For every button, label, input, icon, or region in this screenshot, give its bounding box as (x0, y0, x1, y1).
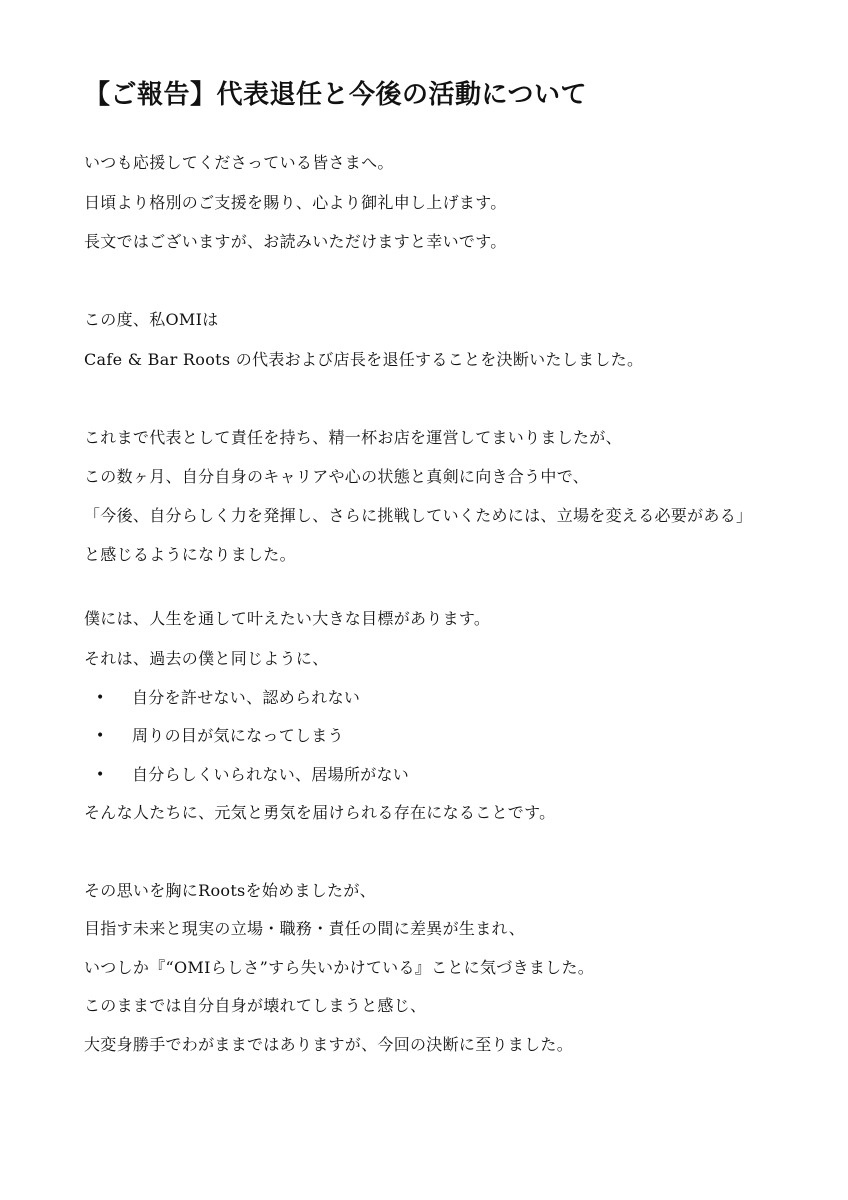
goal-intro-line-1: 僕には、人生を通して叶えたい大きな目標があります。 (84, 609, 491, 628)
goal-intro-line-2: それは、過去の僕と同じように、 (84, 649, 329, 668)
document-title: 【ご報告】代表退任と今後の活動について (84, 80, 587, 110)
closing-line-3: いつしか『“OMIらしさ”すら失いかけている』ことに気づきました。 (84, 958, 595, 977)
closing-line-4: このままでは自分自身が壊れてしまうと感じ、 (84, 996, 427, 1015)
greeting-line-3: 長文ではございますが、お読みいただけますと幸いです。 (84, 232, 507, 251)
bullet-icon: • (96, 767, 105, 783)
goal-bullet-text: 自分らしくいられない、居場所がない (132, 765, 410, 784)
announcement-line-1: この度、私OMIは (84, 310, 219, 329)
closing-line-1: その思いを胸にRootsを始めましたが、 (84, 881, 376, 900)
closing-line-2: 目指す未来と現実の立場・職務・責任の間に差異が生まれ、 (84, 919, 526, 938)
bullet-icon: • (96, 728, 105, 744)
announcement-line-2: Cafe & Bar Roots の代表および店長を退任することを決断いたしました。 (84, 350, 644, 369)
greeting-line-1: いつも応援してくださっている皆さまへ。 (84, 153, 394, 172)
reason-line-2: この数ヶ月、自分自身のキャリアや心の状態と真剣に向き合う中で、 (84, 467, 589, 486)
goal-bullet-text: 自分を許せない、認められない (132, 688, 361, 707)
reason-line-3: 「今後、自分らしく力を発揮し、さらに挑戦していくためには、立場を変える必要がある」 (84, 506, 753, 525)
closing-line-5: 大変身勝手でわがままではありますが、今回の決断に至りました。 (84, 1035, 574, 1054)
goal-bullet-text: 周りの目が気になってしまう (132, 726, 344, 745)
greeting-line-2: 日頃より格別のご支援を賜り、心より御礼申し上げます。 (84, 193, 507, 212)
reason-line-4: と感じるようになりました。 (84, 545, 296, 564)
reason-line-1: これまで代表として責任を持ち、精一杯お店を運営してまいりましたが、 (84, 428, 622, 447)
bullet-icon: • (96, 690, 105, 706)
goal-outro-line: そんな人たちに、元気と勇気を届けられる存在になることです。 (84, 803, 556, 822)
